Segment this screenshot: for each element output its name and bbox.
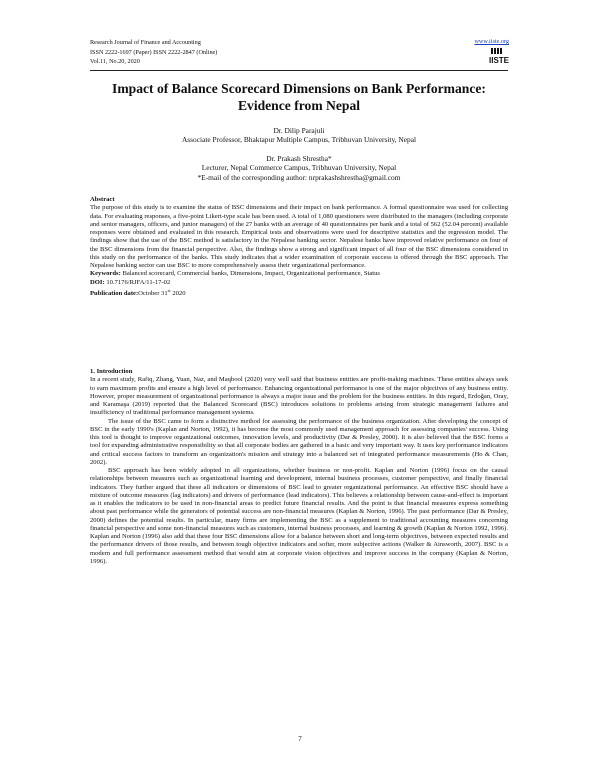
journal-url-link[interactable]: www.iiste.org xyxy=(474,38,509,45)
logo-text: IISTE xyxy=(488,56,510,65)
doi-label: DOI: xyxy=(90,278,105,286)
pubdate-label: Publication date: xyxy=(90,289,139,297)
pubdate-line: Publication date:October 31st 2020 xyxy=(90,287,186,297)
intro-paragraph-1: In a recent study, Rafiq, Zhang, Yuan, Naz, and Maqbool (2020) very well said that business entities are profit-making machines. These entities always seek to earn maximum profits and ensure a high level of performance. Enhancing organizational performance is one of the major objectives of any business entity. However, proper measurement of organizational performance is always a major issue and the problem for the business entities. In this regard, Erdoğan, Oray, and Karamaşa (2019) reported that the Balanced Scorecard (BSC) introduces solutions to problems arising from strategic management failures and insufficiency of traditional performance management systems. xyxy=(90,376,508,417)
author1-name: Dr. Dilip Parajuli xyxy=(273,126,325,135)
introduction-section xyxy=(90,368,508,566)
journal-issn: ISSN 2222-1697 (Paper) ISSN 2222-2847 (Online) xyxy=(90,48,218,56)
abstract-section xyxy=(90,196,508,298)
author1-affiliation: Associate Professor, Bhaktapur Multiple Campus, Tribhuvan University, Nepal xyxy=(181,135,417,145)
keywords-text: Balanced scorecard, Commercial banks, Dimensions, Impact, Organizational performance, Status xyxy=(122,270,380,278)
keywords-label: Keywords: xyxy=(90,270,121,278)
intro-heading: 1. Introduction xyxy=(90,368,133,375)
intro-paragraph-2: The issue of the BSC came to form a distinctive method for assessing the performance of the business organization. After developing the concept of BSC in the early 1990's (Kaplan and Norton, 1992), it has become the most commonly used management approach for assessing companies' success. Using this tool is thought to improve organizational outcomes, innovation levels, and productivity (Dar & Presley, 2000). It is also believed that the BSC forms a tool for expanding administrative responsibility so that all corporate bodies are gathered in a basic and very important way. It uses key performance indicators and critical success factors to transform an organization's mission and strategy into a balanced set of integrated performance measurements (Ho & Chan, 2002). xyxy=(90,417,508,466)
author-block xyxy=(90,126,508,182)
page-number: 7 xyxy=(298,735,302,743)
corresponding-email: *E-mail of the corresponding author: nrprakashshrestha@gmail.com xyxy=(197,172,401,182)
iiste-logo xyxy=(490,47,508,65)
doi-line xyxy=(90,279,508,287)
author2-name: Dr. Prakash Shrestha* xyxy=(266,153,332,163)
author2-affiliation: Lecturer, Nepal Commerce Campus, Tribhuvan University, Nepal xyxy=(201,163,397,173)
intro-paragraph-3: BSC approach has been widely adopted in all organizations, whether business or non-profit. Kaplan and Norton (1996) focus on the causal relationships between measures such as organizational learning and development, internal business processes, customer perspective, and finally financial indicators. They further argued that these all indicators or dimensions of BSC lead to greater organizational performance. An effective BSC should have a mixture of outcome measures (lag indicators) and drivers of performance (lead indicators). This believes a relationship between cause-and-effect is important as it enables the indicators to be used in non-financial areas to predict future financial results. And the point is that financial measures express something about past performance while the generators of potential success are non-financial measures (Kaplan & Norton, 1996). The past performance (Dar & Presley, 2000) defines the potential results. In particular, many firms are implementing the BSC as a supplement to traditional accounting measures concerning financial perspective and some non-financial measures such as customers, internal business processes, and learning & growth (Kaplan & Norton 1992, 1996). Kaplan and Norton (1996) also add that these four BSC dimensions allow for a balance between short and long-term objectives, between expected results and the performance drivers of those results, and between tough objective indicators and softer, more subjective actions (Walker & Ainsworth, 2007). BSC is a modern and full performance assessment method that would aim at corporate vision objectives and improve success in the company (Kaplan & Norton, 1996). xyxy=(90,467,508,565)
abstract-text: The purpose of this study is to examine the status of BSC dimensions and their impact on bank performance. A formal questionnaire was used for collecting data. For evaluating responses, a five-point Likert-type scale has been used. A total of 1,080 questioners were distributed to the managers (including corporate and senior managers, officers, and junior managers) of the 27 banks with an average of 40 questionnaires per bank and a total of 562 (52.04 percent) available responses were obtained and evaluated in this research. Empirical tests and observations were used for descriptive statistics and the regression model. The findings show that the use of the BSC method is satisfactory in the Nepalese banking sector. Nepalese banks have improved relative performance on four of the BSC dimensions from the financial perspective. Also, the findings show a strong and significant impact of all four of the BSC dimensions considered in this study on the performance of the banks. This study indicates that a wider examination of corporate success is offered through the BSC approach. The Nepalese banking sector can use BSC to more comprehensively assess their organizational performance. xyxy=(90,204,508,269)
keywords-line xyxy=(90,270,508,278)
header-rule xyxy=(90,70,508,71)
journal-volume: Vol.11, No.20, 2020 xyxy=(90,58,140,66)
doi-link[interactable]: 10.7176/RJFA/11-17-02 xyxy=(106,278,171,286)
journal-name: Research Journal of Finance and Accounting xyxy=(90,39,201,46)
abstract-heading: Abstract xyxy=(90,196,115,203)
paper-title: Impact of Balance Scorecard Dimensions on Bank Performance: Evidence from Nepal xyxy=(112,81,486,113)
journal-header xyxy=(90,38,217,67)
pubdate-value: October 31 xyxy=(138,289,168,297)
